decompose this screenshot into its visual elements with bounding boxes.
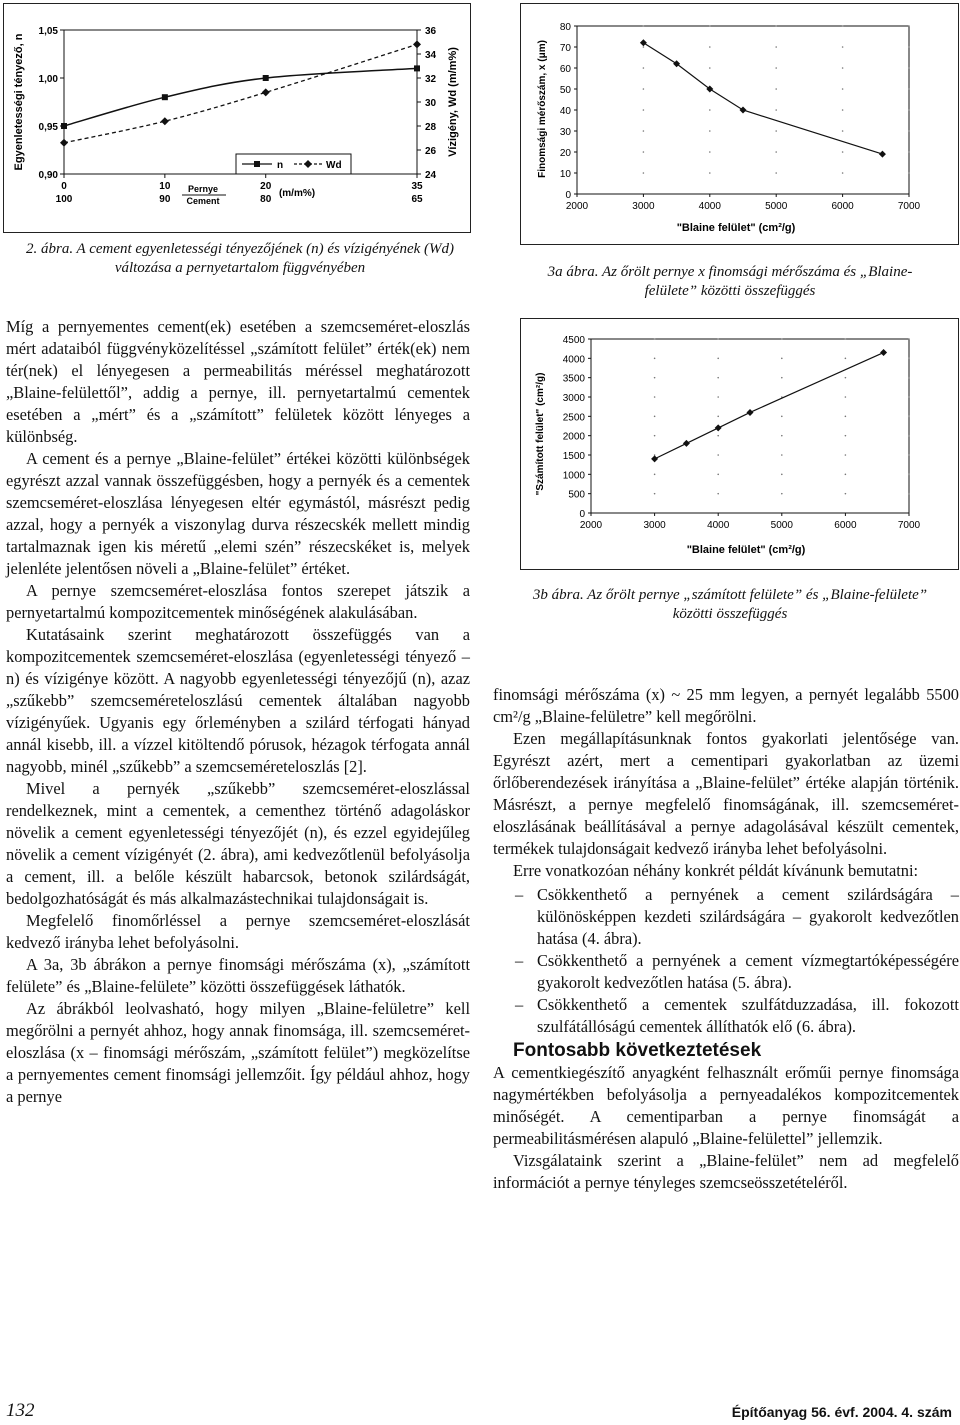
fig3b-grid-dot	[845, 377, 847, 379]
left-paragraph-8: Az ábrákból leolvasható, hogy milyen „Blaine-felületre” kell megőrölni a pernyét ahhoz, hogy annak finomsága, ill. szemcseméret-eloszlása (x – finomsági mérőszám, „számított felület”) megközelítse a pernyementes cement finomsági jellemzőit. Így például ahhoz, hogy a pernye	[6, 999, 470, 1106]
fig3b-grid-dot	[781, 474, 783, 476]
fig3b-grid-dot	[781, 338, 783, 340]
fig3b-grid-dot	[908, 454, 910, 456]
fig3a-grid-dot	[908, 109, 910, 111]
fig3a-grid-dot	[709, 109, 711, 111]
fig3a-x-axis-label: "Blaine felület" (cm²/g)	[676, 222, 796, 234]
fig3b-grid-dot	[654, 474, 656, 476]
fig3b-grid-dot	[845, 454, 847, 456]
fig3b-y-tick-label: 1000	[562, 470, 585, 482]
list-item: – Csökkenthető a pernyének a cement szilárdságára – különösképpen kezdeti szilárdságára – gyakorolt kedvezőtlen hatása (4. ábra).	[493, 884, 959, 950]
fig3a-grid-dot	[775, 25, 777, 27]
fig3a-grid-dot	[775, 151, 777, 153]
fig3a-grid-dot	[842, 46, 844, 48]
fig2-pernye-tick-label: 0	[61, 181, 67, 192]
fig2-left-axis-label: Egyenletességi tényező, n	[13, 33, 25, 171]
fig3a-grid-dot	[643, 67, 645, 69]
figure-2-caption: 2. ábra. A cement egyenletességi tényezőjének (n) és vízigényének (Wd) változása a pernyetartalom függvényében	[25, 241, 454, 276]
left-paragraph-5: Mivel a pernyék „szűkebb” szemcseméret-eloszlással rendelkeznek, mint a cementek, a cementhez történő adagoláskor növelik a cement egyenletességi tényezőjét (n), és ezzel egyidejűleg növelik a cement vízigényét (2. ábra), ami kedvezőtlenül befolyásolja a cement, ill. a belőle készült habarcsok, betonok szilárdságát, bedolgozhatóságát és más alkalmazástechnikai tulajdonságait is.	[6, 779, 470, 908]
fig3a-grid-dot	[775, 109, 777, 111]
fig3a-grid-dot	[709, 130, 711, 132]
fig2-left-tick-label: 0,90	[38, 170, 58, 181]
fig2-right-axis-label: Vízigény, Wd (m/m%)	[447, 47, 459, 157]
fig3b-grid-dot	[717, 338, 719, 340]
fig2-series-wd-line	[64, 44, 417, 142]
fig3a-grid-dot	[643, 109, 645, 111]
fig2-pernye-tick-label: 10	[159, 181, 171, 192]
fig3b-grid-dot	[845, 435, 847, 437]
figure-3a-caption: 3a ábra. Az őrölt pernye x finomsági mérőszáma és „Blaine-felülete” közötti összefüggés	[547, 264, 913, 299]
fig3a-x-tick-label: 2000	[565, 201, 589, 212]
fig2-pernye-tick-label: 35	[411, 181, 423, 192]
fig3b-grid-dot	[845, 358, 847, 360]
fig3a-grid-dot	[908, 25, 910, 27]
legend-wd-label: Wd	[326, 160, 342, 171]
fig2-n-point	[61, 123, 67, 129]
figure-3a	[520, 3, 959, 245]
fig3a-grid-dot	[643, 46, 645, 48]
left-text-column	[6, 316, 470, 1108]
fig3b-data-point	[683, 440, 690, 447]
example-list	[493, 884, 959, 1038]
section-heading: Fontosabb következtetések	[513, 1040, 762, 1061]
figure-3a-chart	[521, 4, 958, 244]
fig3b-x-tick-label: 4000	[707, 520, 730, 531]
fig2-cement-tick-label: 100	[55, 194, 73, 205]
fig3a-grid-dot	[908, 46, 910, 48]
fig3b-x-tick-label: 6000	[834, 520, 857, 531]
fig3b-grid-dot	[654, 358, 656, 360]
fig2-plot-area	[64, 30, 417, 174]
fig3a-y-tick-label: 60	[559, 64, 571, 75]
fig2-cement-label: Cement	[186, 196, 220, 206]
fig3a-x-tick-label: 7000	[897, 201, 921, 212]
fig3b-grid-dot	[654, 338, 656, 340]
fig2-right-tick-label: 30	[425, 98, 437, 109]
fig3a-y-tick-label: 70	[559, 43, 571, 54]
fig3a-y-tick-label: 10	[559, 169, 571, 180]
right-paragraph-1: finomsági mérőszáma (x) ~ 25 mm legyen, a pernyét legalább 5500 cm²/g „Blaine-felületre” kell megőrölni.	[493, 685, 959, 726]
fig3a-series-line	[643, 43, 882, 154]
fig3a-y-tick-label: 40	[559, 106, 571, 117]
figure-3b	[520, 318, 959, 570]
fig3a-grid-dot	[842, 25, 844, 27]
fig2-cement-tick-label: 80	[260, 194, 272, 205]
fig3a-grid-dot	[709, 151, 711, 153]
figure-3b-chart	[521, 319, 958, 569]
fig2-right-tick-label: 24	[425, 170, 437, 181]
left-paragraph-4: Kutatásaink szerint meghatározott összefüggés van a kompozitcementek szemcseméret-eloszlása (egyenletességi tényező – n) és vízigénye között. A nagyobb egyenletességi tényezőjű (n), azaz „szűkebb” szemcseméreteloszlású cementek általában nagyobb vízigényűek. Ugyanis egy őrleményben a szilárd térfogati hányad annál kisebb, ill. a vízzel kitöltendő pórusok, hézagok térfogata annál nagyobb, minél „szűkebb” a szemcseméreteloszlás [2].	[6, 625, 470, 776]
fig2-cement-tick-label: 65	[411, 194, 423, 205]
fig3b-y-tick-label: 1500	[562, 451, 585, 462]
figure-2-chart	[4, 4, 470, 232]
fig3b-y-tick-label: 2000	[562, 431, 585, 443]
fig3a-grid-dot	[643, 25, 645, 27]
fig2-wd-point	[161, 117, 169, 125]
right-paragraph-3: Erre vonatkozóan néhány konkrét példát kívánunk bemutatni:	[513, 861, 919, 880]
list-item: – Csökkenthető a pernyének a cement vízmegtartóképességére gyakorolt kedvezőtlen hatása (5. ábra).	[493, 950, 959, 994]
left-paragraph-6: Megfelelő finomőrléssel a pernye szemcseméret-eloszlását kedvező irányba lehet befolyásolni.	[6, 911, 470, 952]
fig3b-grid-dot	[781, 377, 783, 379]
fig3b-grid-dot	[781, 454, 783, 456]
fig3a-data-point	[879, 151, 886, 158]
fig2-series-n-line	[64, 68, 417, 126]
fig2-left-tick-label: 0,95	[38, 122, 58, 133]
fig3a-grid-dot	[842, 172, 844, 174]
left-paragraph-3: A pernye szemcseméret-eloszlása fontos szerepet játszik a pernyetartalmú kompozitcementek minőségének alakulásában.	[6, 581, 470, 622]
fig3a-y-tick-label: 80	[559, 22, 571, 33]
fig3a-grid-dot	[908, 88, 910, 90]
fig2-pernye-label: Pernye	[187, 184, 219, 194]
fig3b-y-tick-label: 3500	[562, 373, 585, 385]
fig3b-x-axis-label: "Blaine felület" (cm²/g)	[686, 544, 806, 556]
fig2-wd-point	[262, 88, 270, 96]
fig3a-y-tick-label: 0	[565, 190, 571, 201]
legend-n-label: n	[277, 160, 284, 171]
fig3a-grid-dot	[643, 88, 645, 90]
fig2-n-point	[162, 94, 168, 100]
fig3b-grid-dot	[908, 377, 910, 379]
fig3b-y-axis-label: "Számított felület" (cm²/g)	[535, 372, 546, 496]
fig3b-grid-dot	[845, 338, 847, 340]
fig3b-grid-dot	[717, 454, 719, 456]
fig3b-data-point	[880, 349, 887, 356]
fig3b-grid-dot	[717, 396, 719, 398]
fig2-right-tick-label: 28	[425, 122, 437, 133]
right-paragraph-4: A cementkiegészítő anyagként felhasznált erőműi pernye finomsága nagymértékben befolyásolja a pernyeadalékos kompozitcementek minőségét. A cementiparban a pernye finomságát a permeabilitásmérésen alapuló „Blaine-felülettel” jellemzik.	[493, 1063, 959, 1148]
fig2-right-tick-label: 32	[425, 74, 437, 85]
fig3b-x-tick-label: 3000	[643, 520, 666, 531]
fig3a-y-axis-label: Finomsági mérőszám, x (μm)	[537, 40, 548, 178]
fig2-right-tick-label: 34	[425, 50, 437, 61]
fig3b-grid-dot	[845, 396, 847, 398]
fig3b-data-point	[747, 409, 754, 416]
fig3a-grid-dot	[908, 130, 910, 132]
fig3b-grid-dot	[845, 416, 847, 418]
fig3b-y-tick-label: 2500	[562, 412, 585, 424]
fig3b-grid-dot	[654, 377, 656, 379]
figure-2	[3, 3, 471, 233]
fig3a-grid-dot	[775, 46, 777, 48]
fig3a-grid-dot	[842, 67, 844, 69]
fig3b-grid-dot	[908, 358, 910, 360]
fig3b-grid-dot	[717, 493, 719, 495]
fig3b-grid-dot	[908, 493, 910, 495]
fig3a-y-tick-label: 30	[559, 127, 571, 138]
legend-n-marker	[254, 161, 260, 167]
left-paragraph-1: Míg a pernyementes cement(ek) esetében a szemcseméret-eloszlás mért adataiból függvényközelítéssel „számított felület” érték(ek) nem tér(nek) el lényegesen a permeabilitás méréssel meghatározott „Blaine-felülettől”, addig a pernye, ill. pernyetartalmú cementek esetében a „mért” és a „számított” felületek között lényeges a különbség.	[6, 317, 470, 446]
fig3a-grid-dot	[908, 67, 910, 69]
fig3b-grid-dot	[908, 474, 910, 476]
fig3a-data-point	[740, 107, 747, 114]
fig3a-grid-dot	[775, 67, 777, 69]
fig3b-grid-dot	[845, 493, 847, 495]
fig2-wd-point	[413, 40, 421, 48]
left-paragraph-7: A 3a, 3b ábrákon a pernye finomsági mérőszáma (x), „számított felülete” és „Blaine-felülete” közötti összefüggések láthatók.	[6, 955, 470, 996]
fig3b-grid-dot	[781, 435, 783, 437]
figure-3b-caption: 3b ábra. Az őrölt pernye „számított felülete” és „Blaine-felülete” közötti összefüggés	[532, 587, 928, 622]
page-number: 132	[6, 1400, 35, 1421]
right-text-column	[493, 684, 959, 1194]
fig3a-grid-dot	[775, 88, 777, 90]
fig2-left-tick-label: 1,00	[38, 74, 58, 85]
fig3b-grid-dot	[845, 474, 847, 476]
fig3b-y-tick-label: 0	[579, 509, 585, 520]
fig3b-grid-dot	[654, 493, 656, 495]
fig3b-data-point	[715, 424, 722, 431]
fig3b-y-tick-label: 4000	[562, 354, 585, 366]
fig3b-grid-dot	[717, 358, 719, 360]
fig3b-x-tick-label: 2000	[579, 520, 603, 531]
fig2-right-tick-label: 36	[425, 26, 437, 37]
fig2-x-axis-label: (m/m%)	[278, 188, 316, 199]
fig3a-x-tick-label: 4000	[698, 201, 721, 212]
fig3a-grid-dot	[842, 151, 844, 153]
fig3a-grid-dot	[775, 130, 777, 132]
fig3b-grid-dot	[654, 416, 656, 418]
list-item: – Csökkenthető a cementek szulfátduzzadása, ill. fokozott szulfátállóságú cementek állíthatók elő (6. ábra).	[493, 994, 959, 1038]
fig3a-y-tick-label: 20	[559, 148, 571, 159]
fig2-n-point	[414, 65, 420, 71]
fig3a-grid-dot	[709, 67, 711, 69]
right-paragraph-2: Ezen megállapításunknak fontos gyakorlati jelentősége van. Egyrészt azért, mert a cementipari gyakorlatban az üzemi őrlőberendezések irányítása a „Blaine-felület” értéke alapján történik. Másrészt, a pernye megfelelő finomságának, ill. szemcseméret-eloszlásának beállításával a pernye adagolásával készült cementek, termékek tulajdonságait kedvező irányba lehet befolyásolni.	[493, 729, 959, 858]
fig3b-y-tick-label: 4500	[562, 335, 585, 346]
fig3b-grid-dot	[654, 396, 656, 398]
fig3b-grid-dot	[717, 435, 719, 437]
fig3a-x-tick-label: 5000	[765, 201, 788, 212]
fig3b-y-tick-label: 3000	[562, 393, 585, 404]
fig3b-grid-dot	[654, 435, 656, 437]
fig3a-grid-dot	[709, 172, 711, 174]
fig3b-grid-dot	[908, 338, 910, 340]
fig3a-grid-dot	[709, 25, 711, 27]
fig3a-grid-dot	[842, 88, 844, 90]
fig3b-grid-dot	[717, 377, 719, 379]
fig3b-grid-dot	[781, 358, 783, 360]
fig3b-data-point	[651, 455, 658, 462]
fig3a-grid-dot	[643, 172, 645, 174]
fig2-right-tick-label: 26	[425, 146, 437, 157]
fig3b-grid-dot	[908, 435, 910, 437]
fig3b-x-tick-label: 5000	[770, 520, 793, 531]
fig3a-grid-dot	[908, 151, 910, 153]
fig3a-grid-dot	[709, 46, 711, 48]
fig3a-grid-dot	[842, 109, 844, 111]
fig2-cement-tick-label: 90	[159, 194, 171, 205]
fig3a-grid-dot	[842, 130, 844, 132]
fig3a-grid-dot	[643, 130, 645, 132]
left-paragraph-2: A cement és a pernye „Blaine-felület” értékei közötti különbségek egyrészt azzal vannak összefüggésben, hogy a pernyék és a cementek szemcseméret-eloszlása lényegesen eltér egymástól, másrészt pedig azzal, hogy a pernyék a viszonylag durva részecskék mellett mindig tartalmaznak igen kis méretű „elemi szén” részecskéket is, melyek jelenléte jelentősen növeli a „Blaine-felület” értéket.	[6, 449, 470, 578]
fig2-wd-point	[60, 139, 68, 147]
right-paragraph-5: Vizsgálataink szerint a „Blaine-felület” nem ad megfelelő információt a pernye tényleges szemcseösszetételéről.	[493, 1151, 959, 1192]
fig3b-grid-dot	[781, 416, 783, 418]
fig3a-grid-dot	[908, 172, 910, 174]
fig3a-grid-dot	[775, 172, 777, 174]
fig3b-y-tick-label: 500	[568, 489, 585, 501]
fig3b-grid-dot	[908, 416, 910, 418]
fig3a-data-point	[640, 39, 647, 46]
fig2-n-point	[263, 75, 269, 81]
fig3a-y-tick-label: 50	[559, 85, 571, 96]
fig3a-grid-dot	[643, 151, 645, 153]
fig3b-grid-dot	[717, 416, 719, 418]
fig3a-x-tick-label: 6000	[831, 201, 854, 212]
fig2-left-tick-label: 1,05	[38, 26, 58, 37]
fig3b-grid-dot	[717, 474, 719, 476]
journal-footer: Építőanyag 56. évf. 2004. 4. szám	[731, 1404, 952, 1420]
fig2-pernye-tick-label: 20	[260, 181, 272, 192]
fig3b-x-tick-label: 7000	[897, 520, 921, 531]
fig3b-grid-dot	[908, 396, 910, 398]
fig3a-x-tick-label: 3000	[632, 201, 655, 212]
fig3b-grid-dot	[781, 493, 783, 495]
